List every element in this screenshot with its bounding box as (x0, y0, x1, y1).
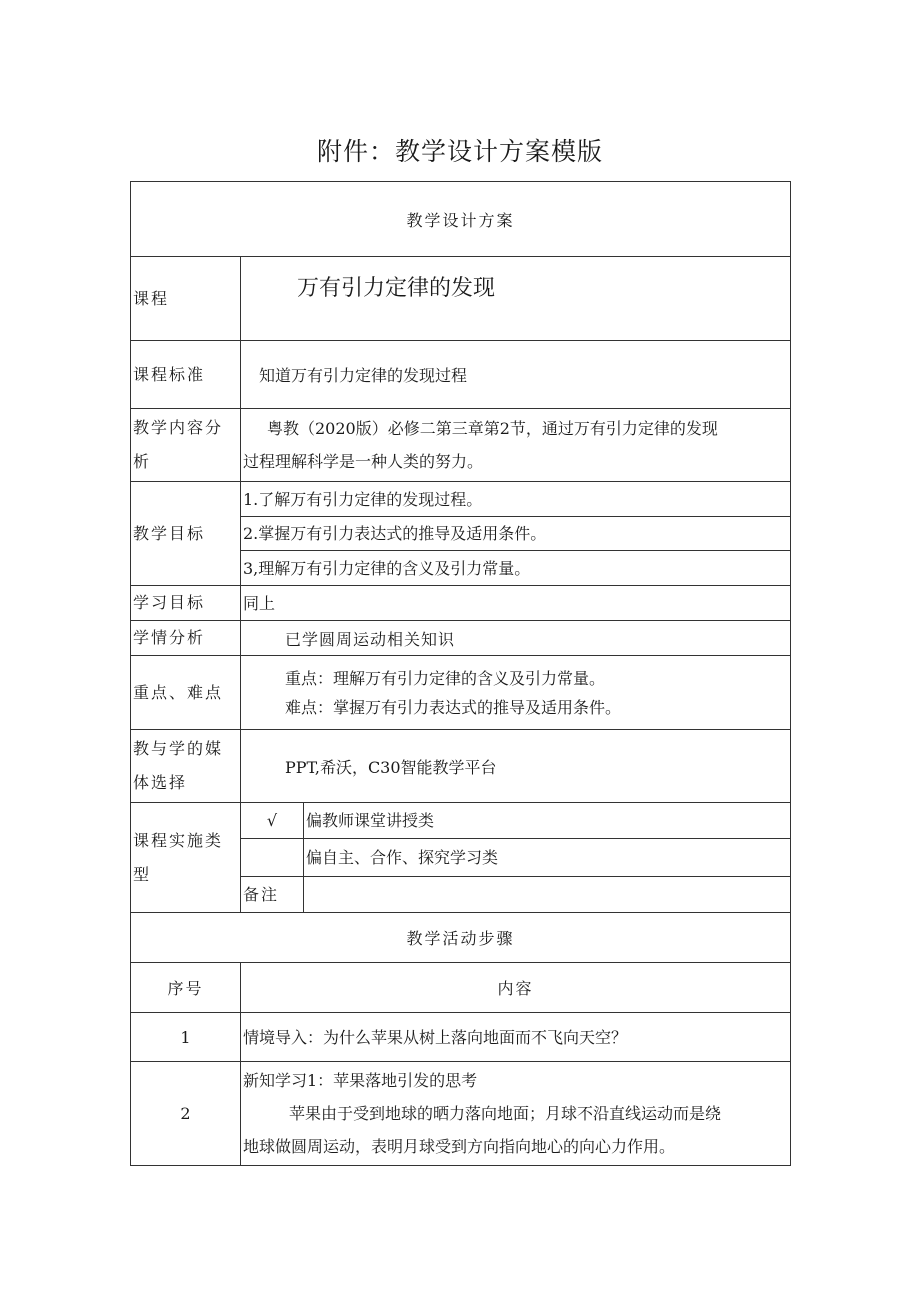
content-analysis-line: 过程理解科学是一种人类的努力。 (243, 452, 484, 471)
objectives-label: 教学目标 (131, 482, 241, 586)
table-row (131, 621, 791, 656)
table-row (131, 482, 791, 517)
key-points-label: 重点、难点 (131, 656, 241, 730)
table-row (131, 803, 791, 839)
seq-header: 序号 (131, 963, 241, 1013)
activity-paragraph: 地球做圆周运动，表明月球受到方向指向地心的向心力作用。 (243, 1137, 676, 1156)
activity-content: 情境导入：为什么苹果从树上落向地面而不飞向天空？ (241, 1013, 791, 1062)
table-row (131, 963, 791, 1013)
table-row (131, 586, 791, 621)
standard-value: 知道万有引力定律的发现过程 (241, 341, 791, 409)
content-analysis-value (241, 409, 791, 482)
course-label: 课程 (131, 257, 241, 341)
implementation-label: 课程实施类型 (131, 803, 241, 913)
standard-label: 课程标准 (131, 341, 241, 409)
learner-analysis-label: 学情分析 (131, 621, 241, 656)
activity-paragraph: 苹果由于受到地球的晒力落向地面；月球不沿直线运动而是绕 (289, 1104, 722, 1123)
lesson-plan-table (130, 181, 791, 1166)
table-row (131, 341, 791, 409)
course-title: 万有引力定律的发现 (297, 276, 496, 301)
page-title: 附件：教学设计方案模版 (316, 137, 603, 166)
learner-analysis-value: 已学圆周运动相关知识 (241, 621, 791, 656)
content-analysis-line: 粤教（2020版）必修二第三章第2节，通过万有引力定律的发现 (267, 419, 718, 438)
course-value (241, 257, 791, 341)
difficulty-point: 难点：掌握万有引力表达式的推导及适用条件。 (285, 697, 622, 717)
table-row (131, 913, 791, 963)
implementation-option: 偏自主、合作、探究学习类 (304, 839, 791, 877)
table-row (131, 257, 791, 341)
learning-goal-label: 学习目标 (131, 586, 241, 621)
learning-goal-value: 同上 (241, 586, 791, 621)
table-row (131, 656, 791, 730)
objective-item: 2.掌握万有引力表达式的推导及适用条件。 (241, 517, 791, 551)
table-row (131, 730, 791, 803)
table-row (131, 1062, 791, 1166)
implementation-check[interactable]: √ (241, 803, 304, 839)
objective-item: 1.了解万有引力定律的发现过程。 (241, 482, 791, 517)
remark-label: 备注 (241, 877, 304, 913)
remark-value[interactable] (304, 877, 791, 913)
activity-title: 新知学习1：苹果落地引发的思考 (243, 1071, 478, 1090)
activities-header: 教学活动步骤 (131, 913, 791, 963)
table-header-row (131, 182, 791, 257)
implementation-option: 偏教师课堂讲授类 (304, 803, 791, 839)
content-header: 内容 (241, 963, 791, 1013)
objective-item: 3,理解万有引力定律的含义及引力常量。 (241, 551, 791, 586)
table-header: 教学设计方案 (131, 182, 791, 257)
key-point: 重点：理解万有引力定律的含义及引力常量。 (285, 668, 606, 688)
implementation-check[interactable] (241, 839, 304, 877)
activity-seq: 1 (131, 1013, 241, 1062)
media-label: 教与学的媒体选择 (131, 730, 241, 803)
media-value: PPT,希沃，C30智能教学平台 (241, 730, 791, 803)
table-row (131, 1013, 791, 1062)
key-points-value (241, 656, 791, 730)
activity-content (241, 1062, 791, 1166)
activity-seq: 2 (131, 1062, 241, 1166)
table-row (131, 409, 791, 482)
content-analysis-label: 教学内容分析 (131, 409, 241, 482)
